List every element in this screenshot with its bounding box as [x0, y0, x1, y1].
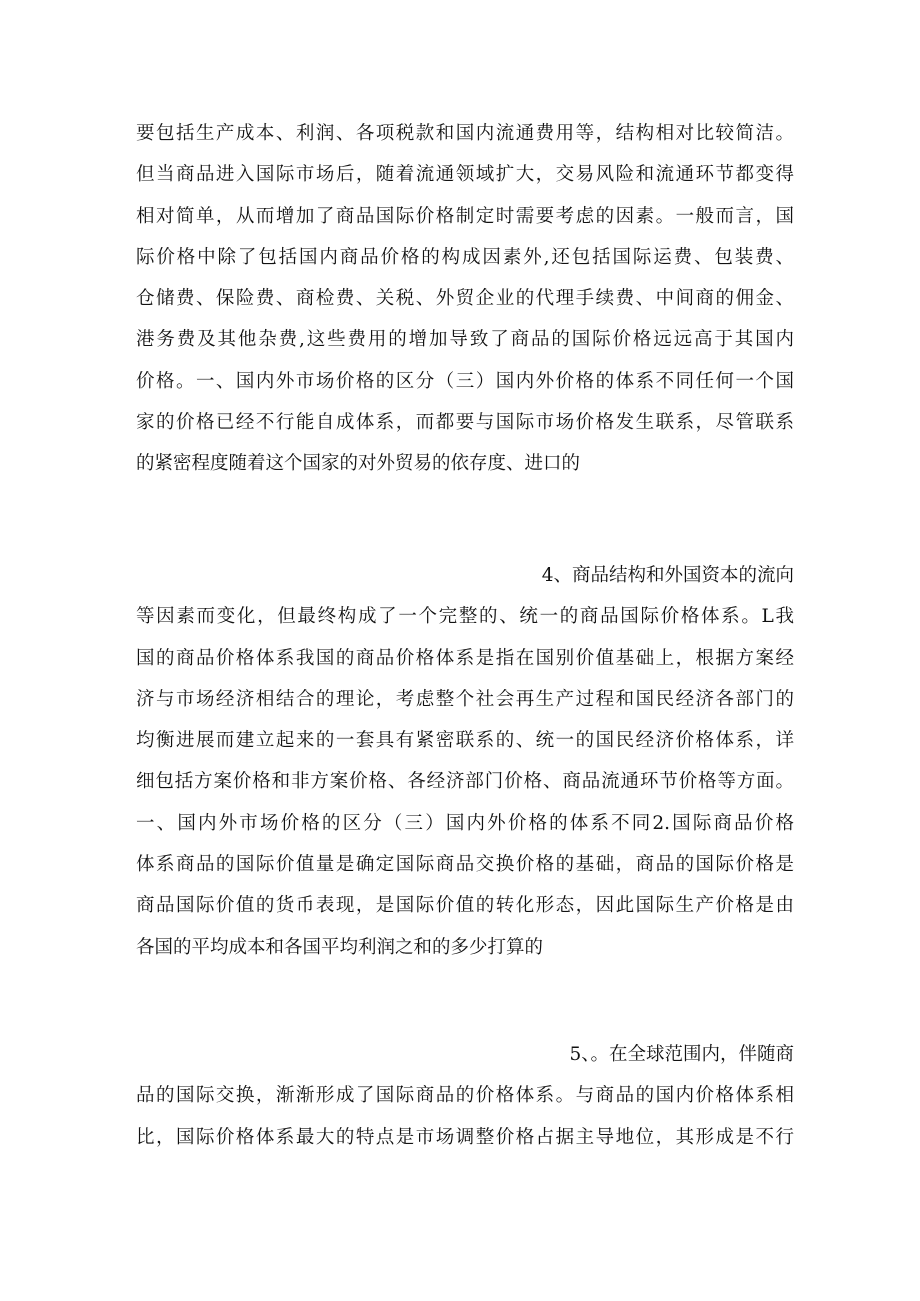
text-line: 家的价格已经不行能自成体系，而都要与国际市场价格发生联系，尽管联系	[136, 412, 794, 434]
text-line: 相对简单，从而增加了商品国际价格制定时需要考虑的因素。一般而言，国	[136, 205, 794, 227]
text-line: 济与市场经济相结合的理论，考虑整个社会再生产过程和国民经济各部门的	[136, 688, 794, 710]
text-line: 要包括生产成本、利润、各项税款和国内流通费用等，结构相对比较简洁。	[136, 123, 794, 144]
text-line: 一、国内外市场价格的区分（三）国内外价格的体系不同2.国际商品价格	[136, 812, 794, 834]
text-line: 细包括方案价格和非方案价格、各经济部门价格、商品流通环节价格等方面。	[136, 771, 794, 793]
text-line: 港务费及其他杂费,这些费用的增加导致了商品的国际价格远远高于其国内	[136, 329, 794, 351]
text-line: 的紧密程度随着这个国家的对外贸易的依存度、进口的	[136, 453, 581, 475]
text-line: 均衡进展而建立起来的一套具有紧密联系的、统一的国民经济价格体系，详	[136, 730, 794, 752]
text-line: 等因素而变化，但最终构成了一个完整的、统一的商品国际价格体系。L我	[136, 606, 794, 628]
text-line: 但当商品进入国际市场后，随着流通领域扩大，交易风险和流通环节都变得	[136, 164, 794, 186]
text-line: 品的国际交换，渐渐形成了国际商品的价格体系。与商品的国内价格体系相	[136, 1085, 794, 1107]
text-line: 各国的平均成本和各国平均利润之和的多少打算的	[136, 936, 544, 958]
paragraph-block-2	[136, 555, 794, 968]
paragraph-block-3	[136, 1034, 794, 1158]
text-line: 体系商品的国际价值量是确定国际商品交换价格的基础，商品的国际价格是	[136, 854, 794, 876]
text-line: 仓储费、保险费、商检费、关税、外贸企业的代理手续费、中间商的佣金、	[136, 288, 794, 310]
text-line: 比，国际价格体系最大的特点是市场调整价格占据主导地位，其形成是不行	[136, 1126, 794, 1148]
text-line: 际价格中除了包括国内商品价格的构成因素外,还包括国际运费、包装费、	[136, 246, 794, 268]
text-line: 价格。一、国内外市场价格的区分（三）国内外价格的体系不同任何一个国	[136, 370, 794, 392]
paragraph-block-1	[136, 113, 794, 485]
text-line: 国的商品价格体系我国的商品价格体系是指在国别价值基础上，根据方案经	[136, 647, 794, 669]
section-heading: 4、商品结构和外国资本的流向	[541, 565, 794, 586]
text-line: 商品国际价值的货币表现，是国际价值的转化形态，因此国际生产价格是由	[136, 895, 794, 917]
section-heading: 5、。在全球范围内，伴随商	[569, 1044, 794, 1065]
